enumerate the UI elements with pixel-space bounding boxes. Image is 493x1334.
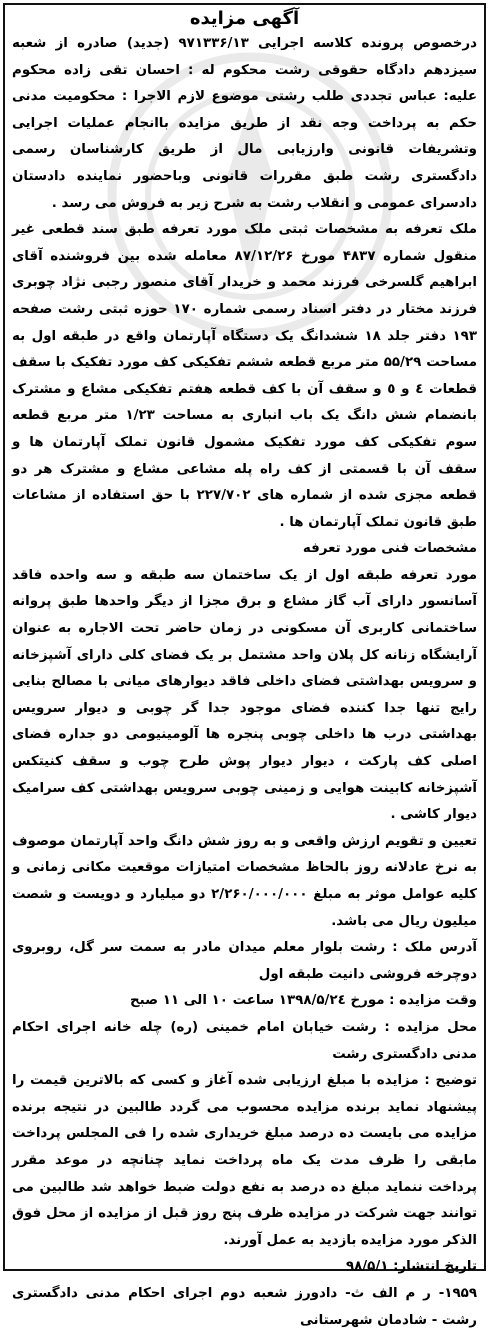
paragraph-case: درخصوص پرونده کلاسه اجرایی ۹۷۱۳۳۶/۱۳ (جدید) صادره از شعبه سیزدهم دادگاه حقوقی رشت محکوم له : احسان تقی زاده محکوم علیه: عباس تجددی طلب رشتی موضوع لازم الاجرا : محکومیت مدنی حکم به پرداخت وجه نقد از طریق مزایده باانجام عملیات اجرایی وتشریفات قانونی وارزیابی مال از طریق کارشناسان رسمی دادگستری رشت طبق مقررات قانونی وباحضور نماینده دادستان دادسرای عمومی و انقلاب رشت به شرح زیر به فروش می رسد . [12, 36, 477, 211]
paragraph-tech-heading: مشخصات فنی مورد تعرفه [302, 541, 477, 557]
paragraph-tech-specs: مورد تعرفه طبقه اول از یک ساختمان سه طبقه و سه واحده فاقد آسانسور دارای آب گاز مشاع و برق مجزا از دیگر واحدها طبق پروانه ساختمانی کاربری آن مسکونی در زمان حاضر تحت الاجاره به عنوان آرایشگاه زنانه کل پلان واحد مشتمل بر یک فضای کلی دارای آشپزخانه و سرویس بهداشتی فضای داخلی فاقد دیوارهای میانی با مصالح بنایی رایج تنها جدا کننده فضای موجود جدا گر چوبی و دیوار سرویس بهداشتی درب ها داخلی چوبی پنجره ها آلومینیومی دو جداره فضای اصلی کف پارکت ، دیوار دیوار پوش طرح چوب و سقف کنیتکس آشپزخانه کابینت هوایی و زمینی چوبی سرویس بهداشتی کف سرامیک دیوار کاشی . [12, 567, 477, 823]
paragraph-auction-place: محل مزایده : رشت خیابان امام خمینی (ره) چله خانه اجرای احکام مدنی دادگستری رشت [12, 1019, 477, 1062]
paragraph-signature: ۱۹۵۹- ر م الف ث- دادورز شعبه دوم اجرای احکام مدنی دادگستری رشت - شادمان شهرستانی [12, 1285, 477, 1328]
notice-frame [3, 3, 486, 1328]
paragraph-auction-time: وقت مزایده : مورخ ۱۳۹۸/۵/۲٤ ساعت ۱۰ الی ۱۱ صبح [130, 993, 477, 1009]
paragraph-valuation: تعیین و تقویم ارزش واقعی و به روز شش دانگ واحد آپارتمان موصوف به نرخ عادلانه روز بالحاظ مشخصات امتیازات موقعیت مکانی زمانی و کلیه عوامل موثر به مبلغ ۲/۲۶۰/۰۰۰/۰۰۰ دو میلیارد و دویست و شصت میلیون ریال می باشد. [12, 833, 477, 929]
paragraph-property: ملک تعرفه به مشخصات ثبتی ملک مورد تعرفه طبق سند قطعی غیر منقول شماره ۴۸۳۷ مورخ ۸۷/۱۲/۲۶ معامله شده بین فروشنده آقای ابراهیم گلسرخی فرزند محمد و خریدار آقای منصور رجبی نژاد چوبری فرزند مختار در دفتر اسناد رسمی شماره ۱۷۰ حوزه ثبتی رشت صفحه ۱۹۳ دفتر جلد ۱۸ ششدانگ یک دستگاه آپارتمان واقع در طبقه اول به مساحت ۵۵/۲۹ متر مربع قطعه ششم تفکیکی کف مورد تفکیک با سقف قطعات ٤ و ٥ و سقف آن با کف قطعه هفتم تفکیکی مشاع و مشترک بانضمام شش دانگ یک باب انباری به مساحت ۱/۲۳ متر مربع قطعه سوم تفکیکی کف مورد تفکیک مشمول قانون تملک آپارتمان ها و سقف آن با قسمتی از کف راه پله مشاعی مشاع و مشترک هر دو قطعه مجزی شده از شماره های ۲۲۷/۷۰۲ با حق استفاده از مشاعات طبق قانون تملک آپارتمان ها . [12, 222, 478, 530]
paragraph-explanation: توضیح : مزایده با مبلغ ارزیابی شده آغاز و کسی که بالاترین قیمت را پیشنهاد نماید برنده مزایده محسوب می گردد طالبین در نتیجه برنده مزایده می بایست ده درصد مبلغ خریداری شده را فی المجلس پرداخت مابقی را ظرف مدت یک ماه پرداخت نماید چنانچه در موعد مقرر پرداخت ننماید مبلغ ده درصد به نفع دولت ضبط خواهد شد طالبین می توانند جهت شرکت در مزایده ظرف پنج روز قبل از مزایده از محل فوق الذکر مورد مزایده بازدید به عمل آورند. [12, 1073, 477, 1248]
notice-title: آگهی مزایده [189, 8, 300, 29]
notice-body [12, 31, 477, 1334]
paragraph-address: آدرس ملک : رشت بلوار معلم میدان مادر به سمت سر گل، روبروی دوچرخه فروشی دانیت طبقه اول [12, 940, 477, 982]
paragraph-publish-date: تاریخ انتشار: ۹۸/۵/۱ [345, 1259, 477, 1275]
